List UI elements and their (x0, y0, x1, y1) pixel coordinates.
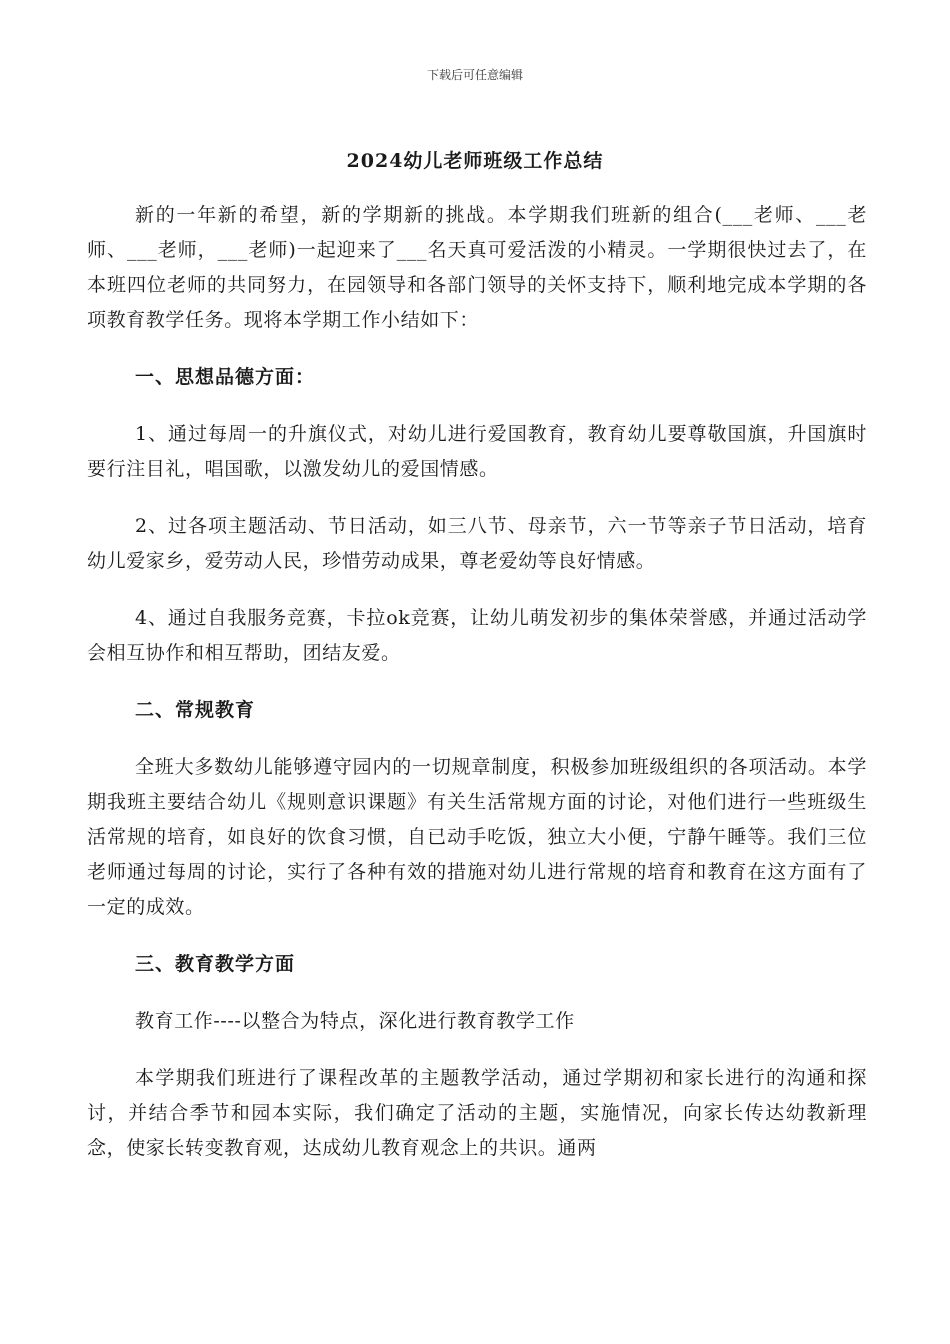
section-heading-1: 一、思想品德方面： (135, 366, 316, 388)
document-title: 2024幼儿老师班级工作总结 (346, 150, 604, 172)
section3-subline: 教育工作----以整合为特点，深化进行教育教学工作 (135, 1010, 575, 1032)
section1-item-1: 1、通过每周一的升旗仪式，对幼儿进行爱国教育，教育幼儿要尊敬国旗，升国旗时要行注目礼，唱国歌，以激发幼儿的爱国情感。 (87, 423, 867, 480)
section-heading-2: 二、常规教育 (135, 699, 256, 721)
section1-item-3: 4、通过自我服务竞赛，卡拉ok竞赛，让幼儿萌发初步的集体荣誉感，并通过活动学会相互协作和相互帮助，团结友爱。 (87, 607, 867, 664)
section3-paragraph: 本学期我们班进行了课程改革的主题教学活动，通过学期初和家长进行的沟通和探讨，并结合季节和园本实际，我们确定了活动的主题，实施情况，向家长传达幼教新理念，使家长转变教育观，达成幼儿教育观念上的共识。通两 (87, 1067, 867, 1159)
section-heading-3: 三、教育教学方面 (135, 953, 296, 975)
intro-paragraph: 新的一年新的希望，新的学期新的挑战。本学期我们班新的组合(___老师、___老师、___老师，___老师)一起迎来了___名天真可爱活泼的小精灵。一学期很快过去了，在本班四位老师的共同努力，在园领导和各部门领导的关怀支持下，顺利地完成本学期的各项教育教学任务。现将本学期工作小结如下： (87, 204, 867, 331)
header-note: 下载后可任意编辑 (426, 68, 523, 82)
document-body (87, 198, 867, 1188)
section2-paragraph: 全班大多数幼儿能够遵守园内的一切规章制度，积极参加班级组织的各项活动。本学期我班主要结合幼儿《规则意识课题》有关生活常规方面的讨论，对他们进行一些班级生活常规的培育，如良好的饮食习惯，自已动手吃饭，独立大小便，宁静午睡等。我们三位老师通过每周的讨论，实行了各种有效的措施对幼儿进行常规的培育和教育在这方面有了一定的成效。 (87, 756, 867, 918)
section1-item-2: 2、过各项主题活动、节日活动，如三八节、母亲节，六一节等亲子节日活动，培育幼儿爱家乡，爱劳动人民，珍惜劳动成果，尊老爱幼等良好情感。 (87, 515, 867, 572)
